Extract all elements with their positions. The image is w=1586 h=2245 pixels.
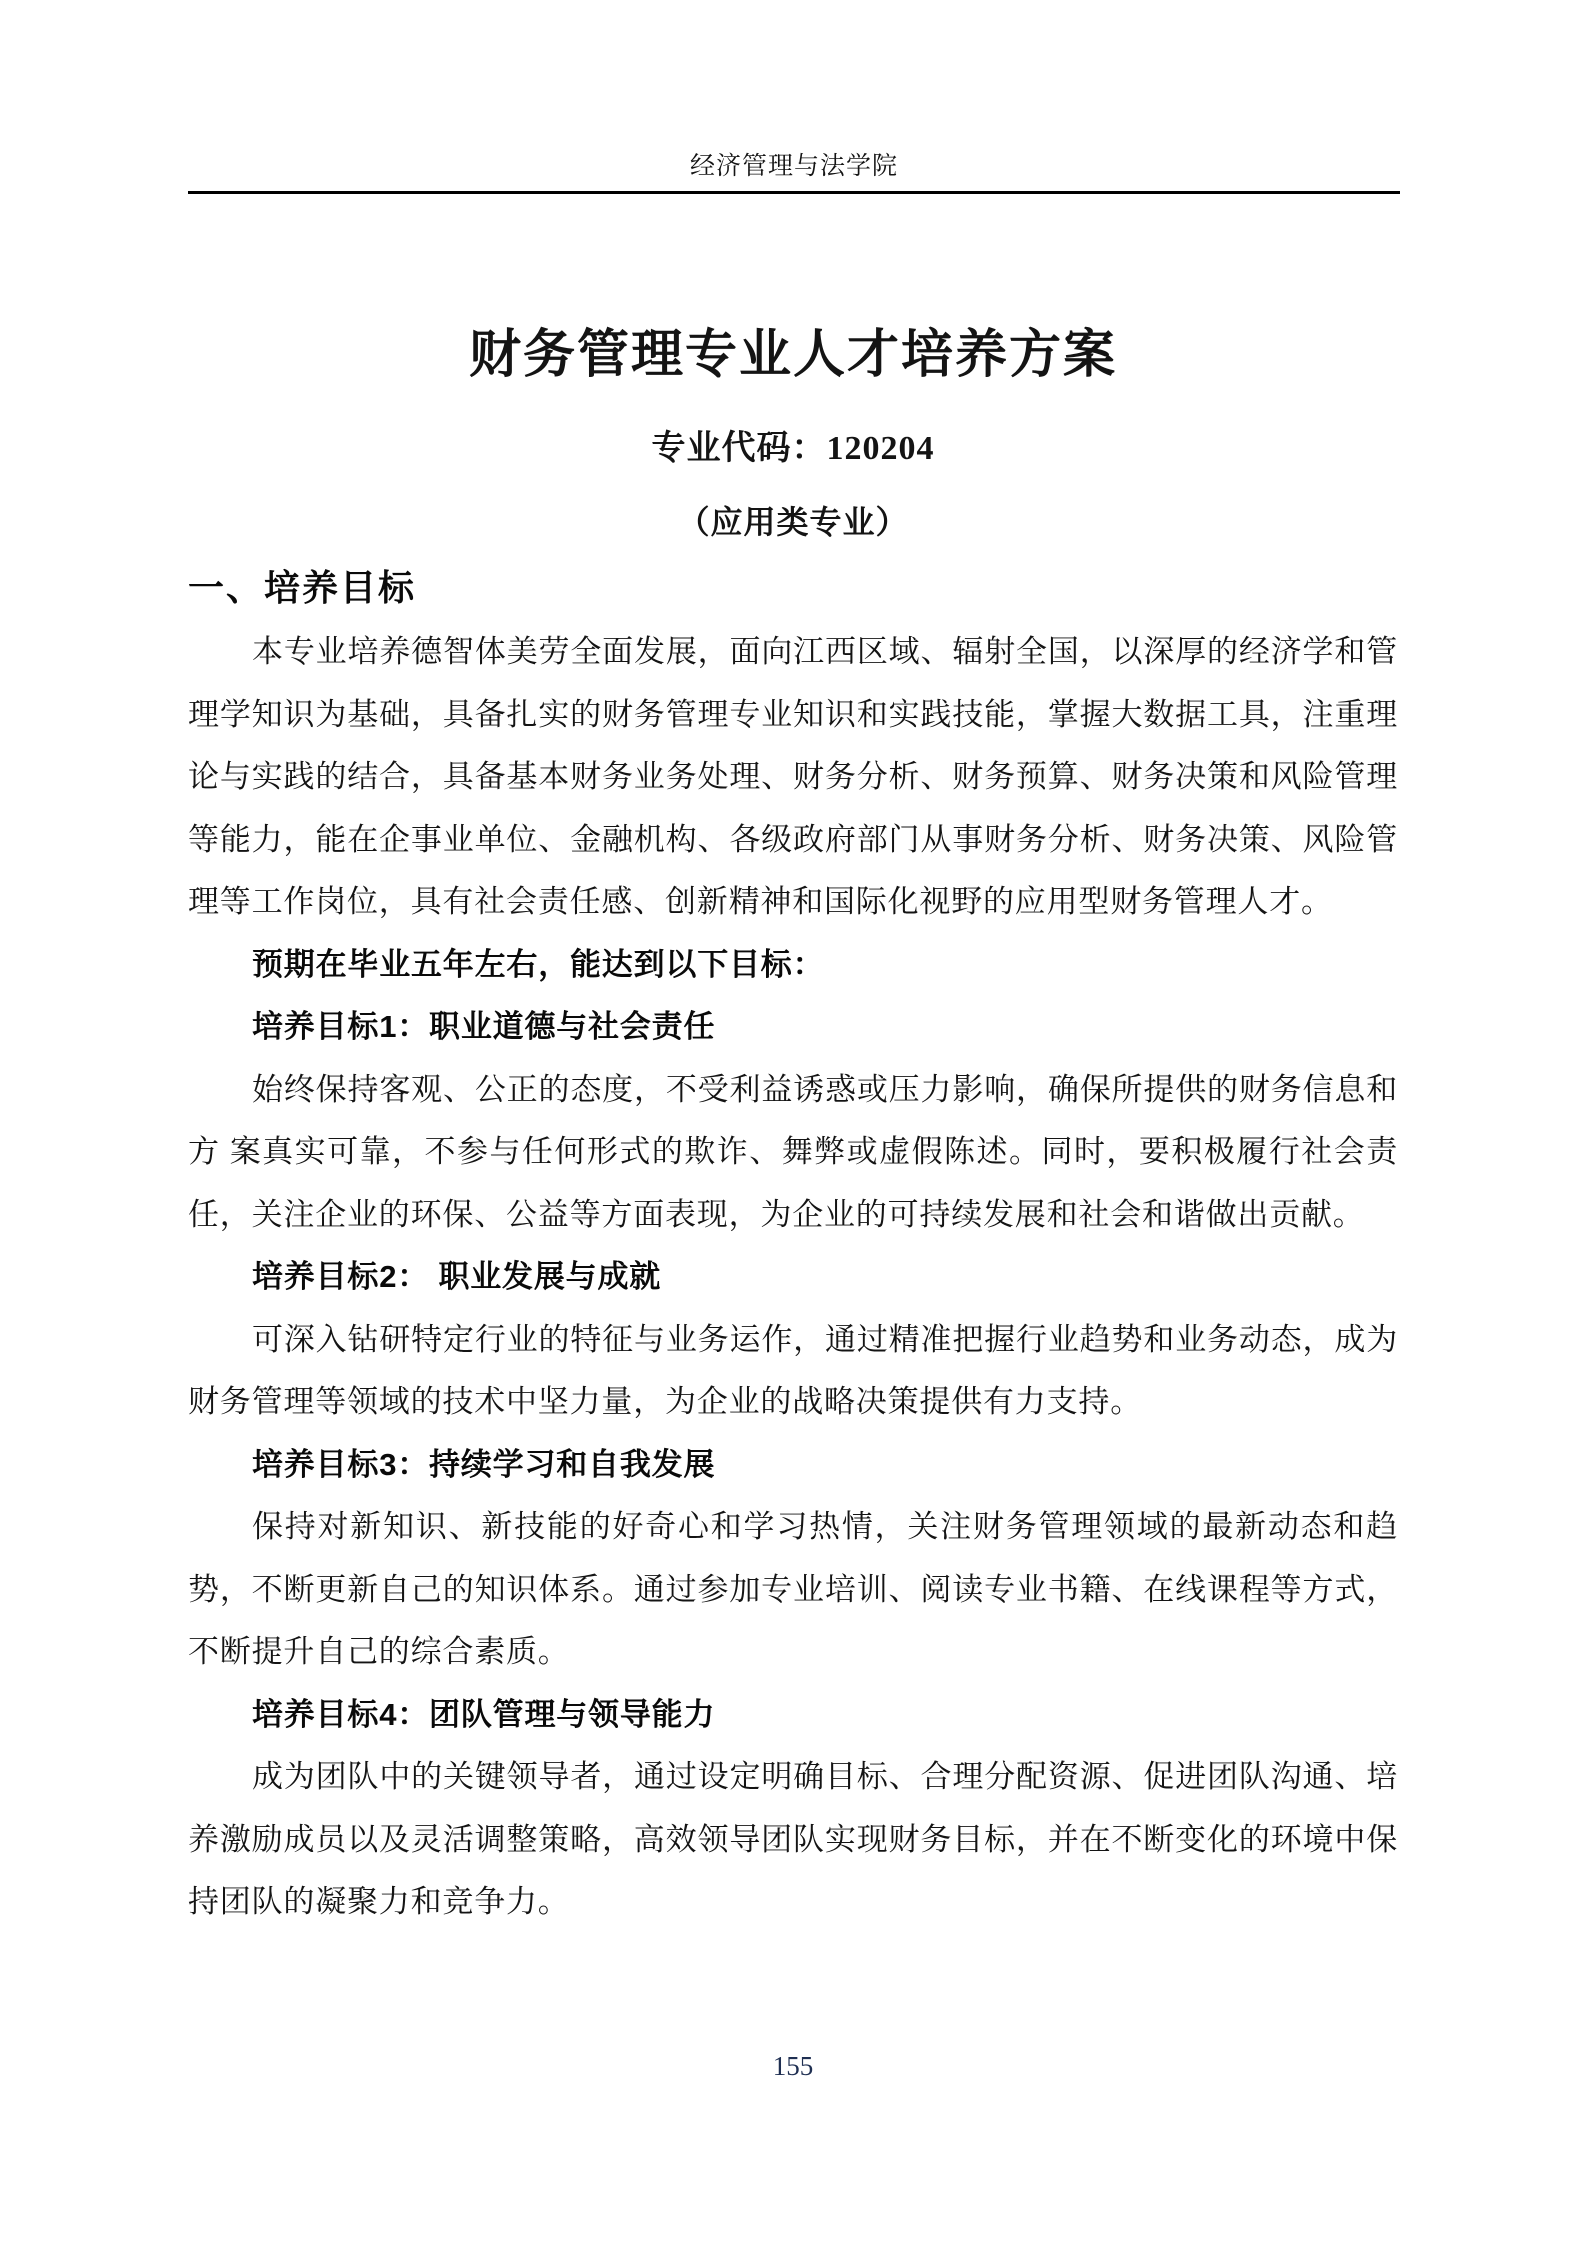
goal-heading: 预期在毕业五年左右，能达到以下目标： (252, 946, 825, 982)
paragraph: 成为团队中的关键领导者，通过设定明确目标、合理分配资源、促进团队沟通、培养激励成员以及灵活调整策略，高效领导团队实现财务目标，并在不断变化的环境中保持团队的凝聚力和竞争力。 (188, 1759, 1398, 1919)
goal-heading: 培养目标1：职业道德与社会责任 (252, 1009, 716, 1044)
goal-heading: 培养目标2： 职业发展与成就 (252, 1259, 662, 1294)
paragraph: 本专业培养德智体美劳全面发展，面向江西区域、辐射全国，以深厚的经济学和管理学知识为基础，具备扎实的财务管理专业知识和实践技能，掌握大数据工具，注重理论与实践的结合，具备基本财务业务处理、财务分析、财务预算、财务决策和风险管理等能力，能在企事业单位、金融机构、各级政府部门从事财务分析、财务决策、风险管理等工作岗位，具有社会责任感、创新精神和国际化视野的应用型财务管理人才。 (188, 634, 1398, 919)
goal-heading: 培养目标3：持续学习和自我发展 (252, 1446, 716, 1482)
page-header (188, 152, 1400, 194)
page-number: 155 (772, 2051, 814, 2081)
paragraph: 保持对新知识、新技能的好奇心和学习热情，关注财务管理领域的最新动态和趋势，不断更新自己的知识体系。通过参加专业培训、阅读专业书籍、在线课程等方式，不断提升自己的综合素质。 (188, 1509, 1398, 1669)
major-code: 专业代码：120204 (651, 430, 935, 467)
section-heading: 一、培养目标 (188, 567, 417, 608)
goal-heading: 培养目标4：团队管理与领导能力 (252, 1696, 716, 1732)
major-category: （应用类专业） (677, 504, 909, 540)
section-body (188, 621, 1398, 1934)
paragraph: 可深入钻研特定行业的特征与业务运作，通过精准把握行业趋势和业务动态，成为财务管理等领域的技术中坚力量，为企业的战略决策提供有力支持。 (188, 1321, 1398, 1419)
document-title: 财务管理专业人才培养方案 (468, 326, 1117, 384)
page-header-text: 经济管理与法学院 (689, 153, 898, 180)
paragraph: 始终保持客观、公正的态度，不受利益诱惑或压力影响，确保所提供的财务信息和方 案真实可靠，不参与任何形式的欺诈、舞弊或虚假陈述。同时，要积极履行社会责任，关注企业的环保、公益等方面表现，为企业的可持续发展和社会和谐做出贡献。 (188, 1071, 1398, 1232)
